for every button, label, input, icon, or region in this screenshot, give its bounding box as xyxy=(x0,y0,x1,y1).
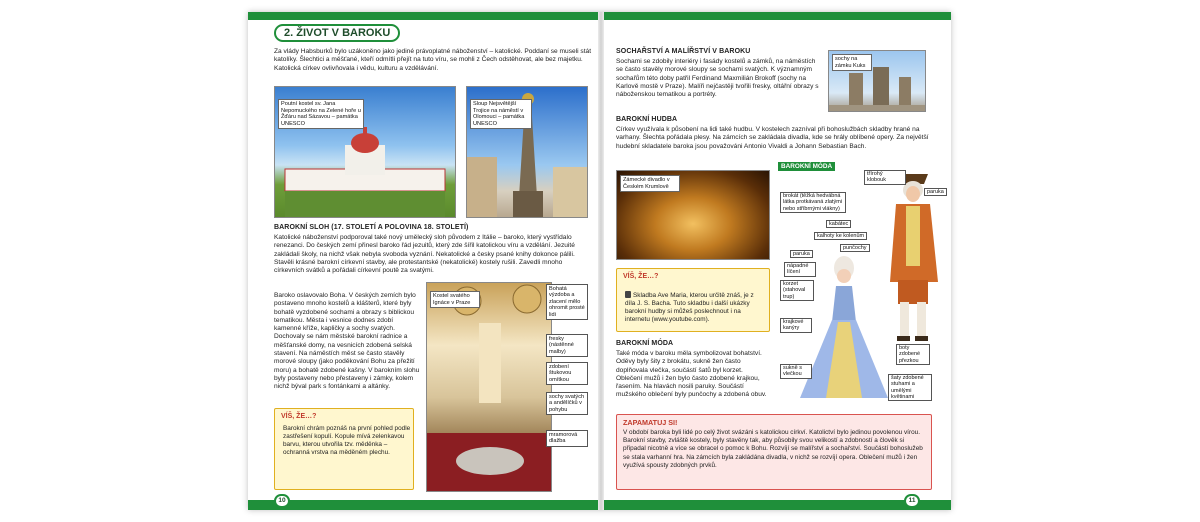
fashion-label-stockings: punčochy xyxy=(840,244,870,252)
top-bar-left xyxy=(248,12,598,20)
church-note-marble: mramorová dlažba xyxy=(546,430,588,447)
photo-caption-theatre: Zámecké divadlo v Českém Krumlově xyxy=(620,175,680,192)
section-heading-music: BAROKNÍ HUDBA xyxy=(616,116,678,123)
fashion-label-breeches: kalhoty ke kolenům xyxy=(814,232,867,240)
church-note-frescoes: fresky (nástěnné malby) xyxy=(546,334,588,357)
fashion-label-brocade: brokát (těžká hedvábná látka protkávaná zlatými nebo stříbrnými vlákny) xyxy=(780,192,846,213)
fashion-label-shoes: boty zdobené přezkou xyxy=(896,344,930,365)
callout-text-left: Barokní chrám poznáš na první pohled podle zastřešení kopulí. Kopule mívá zelenkavou barvu, kterou utvořila tzv. měděnka – ochranná vrstva na měděném plechu. xyxy=(283,425,411,456)
section-text-sculpture: Sochami se zdobily interiéry i fasády kostelů a zámků, na náměstích se často stavěly morové sloupy se sochami svatých. K významným sochařům této doby patřil Ferdinand Maxmilián Brokoff (sochy na Karlově mostě v Praze). Malíři nejčastěji tvořili fresky, oltářní obrazy s náboženskou tematikou a portréty. xyxy=(616,58,819,99)
page-number-right: 11 xyxy=(904,494,920,508)
intro-text: Za vlády Habsburků bylo uzákoněno jako jediné právoplatné náboženství – katolické. Poddaní se museli stát katolíky. Šlechtici a měšťané, kteří odmítli přejít na tuto víru, se mohli z Čech odstěhovat, ale bez majetku. Katolická církev ovlivňovala i vědu, kulturu a vzdělávání. xyxy=(274,48,592,72)
callout-title-right: VÍŠ, ŽE…? xyxy=(623,273,659,280)
kuks-statues-photo xyxy=(828,50,926,112)
bottom-bar-left xyxy=(248,500,598,510)
photo-caption-ignace: Kostel svatého Ignáce v Praze xyxy=(430,291,480,308)
callout-did-you-know-left xyxy=(274,408,414,490)
fashion-label-wig-man: paruka xyxy=(924,188,947,196)
church-note-stucco: zdobení štukovou omítkou xyxy=(546,362,588,385)
fashion-label-skirt: sukně s vlečkou xyxy=(780,364,812,379)
fashion-label-lace: krajkové kanýry xyxy=(780,318,812,333)
church-zelena-hora-photo xyxy=(274,86,456,218)
section-heading-sculpture: SOCHAŘSTVÍ A MALÍŘSTVÍ V BAROKU xyxy=(616,48,751,55)
callout-text-right xyxy=(625,291,765,324)
church-note-statues: sochy svatých a andělíčků v pohybu xyxy=(546,392,588,415)
remember-text: V období baroka byli lidé po celý život svázáni s katolickou církví. Katolictví bylo jedinou povolenou vírou. Barokní stavby, zvláště kostely, byly stavěny tak, aby působily svou velikostí a zdobností a člověk si připadal nicotně a více se obracel o pomoc k Bohu. Rozvíjí se malířství a sochařství. Součástí bohoslužeb se stala varhanní hra. Na zámcích byla zakládána divadla, v nichž se rozvíjí opera. Oblečení mužů i žen využívá spousty zdobných prvků. xyxy=(623,429,923,469)
callout-text-right-content: Skladba Ave Maria, kterou určitě znáš, je z díla J. S. Bacha. Tuto skladbu i další ukázky barokní hudby si můžeš poslechnout i na internetu (www.youtube.com). xyxy=(625,292,754,323)
chapter-title: 2. ŽIVOT V BAROKU xyxy=(274,24,400,42)
book-spine xyxy=(598,12,604,510)
fashion-label-hat: třírohý klobouk xyxy=(864,170,906,185)
page-number-left: 10 xyxy=(274,494,290,508)
section-text-baroque-style: Katolické náboženství podporoval také nový umělecký sloh původem z Itálie – baroko, který vystřídalo renezanci. Do českých zemí přinesl baroko řád jezuitů, který zde šířil katolickou víru a vzdělání. Jezuité zakládali školy, na nichž však nebyla svoboda vyznání. Nekatolické a česky psané knihy dokonce pálili. Stavěli krásné barokní církevní stavby, ale protestantské (nekatolické) kostely rušili. Zavedli mnoho církevních svátků a pořádali církevní poutě za svatými. xyxy=(274,234,575,275)
fashion-label-corset: korzet (stahoval trup) xyxy=(780,280,814,301)
fashion-label-makeup: nápadné líčení xyxy=(784,262,816,277)
callout-did-you-know-right xyxy=(616,268,770,332)
phone-icon xyxy=(625,291,631,298)
remember-box xyxy=(616,414,932,490)
krumlov-theatre-photo xyxy=(616,170,770,260)
fashion-badge: BAROKNÍ MÓDA xyxy=(778,162,835,171)
book-spread xyxy=(248,12,951,510)
top-bar-right xyxy=(604,12,951,20)
section-text-fashion: Také móda v baroku měla symbolizovat bohatství. Oděvy byly šity z brokátu, sukně žen často doplňovala vlečka, součástí šatů byl korzet. Oblečení mužů i žen bylo často zdobené krajkou, řasením. Na hlavách nosili paruky. Součástí mužského oblečení byly punčochy a zdobená obuv. xyxy=(616,350,767,399)
section-text-music: Církev využívala k působení na lidi také hudbu. V kostelech zazníval při bohoslužbách skladby hrané na varhany. Šlechta pořádala plesy. Na zámcích se zakládala divadla, kde se hrály oblíbené opery. Za největší hudební skladatele baroka jsou považováni Antonio Vivaldi a Johann Sebastian Bach. xyxy=(616,126,929,150)
photo-caption-kuks: sochy na zámku Kuks xyxy=(832,54,872,71)
church-ignace-photo xyxy=(426,282,552,492)
section-heading-fashion: BAROKNÍ MÓDA xyxy=(616,340,674,347)
remember-title: ZAPAMATUJ SI! xyxy=(623,418,678,427)
section-heading-baroque-style: BAROKNÍ SLOH (17. STOLETÍ A POLOVINA 18. STOLETÍ) xyxy=(274,224,469,231)
olomouc-column-photo xyxy=(466,86,588,218)
fashion-label-wig-woman: paruka xyxy=(790,250,813,258)
section-text-baroque-god: Baroko oslavovalo Boha. V českých zemích bylo postaveno mnoho kostelů a klášterů, které byly bohatě vyzdobené sochami a obrazy s biblickou tematikou. Města i vesnice dodnes zdobí kamenné kříže, kapličky a sochy svatých. Dochovaly se nám městské barokní radnice a měšťanské domy, na vesnicích zdobená selská stavení. Na náměstích měst se často stavěly morové sloupy (jako poděkování Bohu za přežití moru) a bohatě zdobené kašny. V barokním slohu byly postaveny nebo přestaveny i zámky, kolem nichž býval park s fontánkami a altánky. xyxy=(274,292,420,391)
photo-caption-zelena-hora: Poutní kostel sv. Jana Nepomuckého na Zelené hoře u Žďáru nad Sázavou – památka UNESCO xyxy=(278,99,364,129)
church-note-decoration: Bohatá výzdoba a zlacení mělo ohromit prosté lidi xyxy=(546,284,588,320)
fashion-label-coat: kabátec xyxy=(826,220,851,228)
fashion-label-dress: šaty zdobené stuhami a umělými květinami xyxy=(888,374,932,401)
bottom-bar-right xyxy=(604,500,951,510)
photo-caption-olomouc: Sloup Nejsvětější Trojice na náměstí v Olomouci – památka UNESCO xyxy=(470,99,532,129)
callout-title-left: VÍŠ, ŽE…? xyxy=(281,413,317,420)
